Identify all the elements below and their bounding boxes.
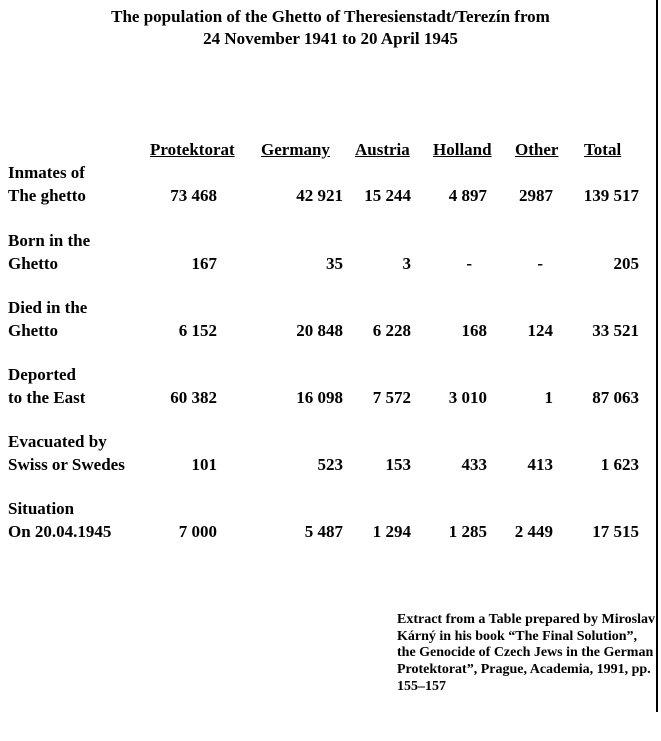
table-cell: 523: [317, 455, 343, 474]
document-title-line-1: The population of the Ghetto of Theresienstadt/Terezín from: [111, 7, 550, 26]
table-cell: 4 897: [448, 186, 487, 205]
column-header-holland: Holland: [433, 140, 492, 159]
table-cell: -: [537, 254, 543, 273]
table-cell: 2987: [519, 186, 553, 205]
table-cell: 168: [461, 321, 487, 340]
table-cell: 167: [191, 254, 217, 273]
table-cell: 7 000: [178, 522, 217, 541]
table-cell: 139 517: [583, 186, 639, 205]
table-cell: 17 515: [592, 522, 639, 541]
table-cell: 101: [191, 455, 217, 474]
row-label-line-1: Evacuated by: [8, 432, 107, 451]
document-title-line-2: 24 November 1941 to 20 April 1945: [203, 29, 458, 48]
table-cell: 87 063: [592, 388, 639, 407]
table-cell: 124: [527, 321, 553, 340]
row-label-line-2: Ghetto: [8, 254, 59, 273]
table-cell: 205: [613, 254, 639, 273]
table-cell: 20 848: [296, 321, 343, 340]
table-cell: 33 521: [592, 321, 639, 340]
column-header-germany: Germany: [261, 140, 330, 159]
row-label-line-1: Inmates of: [8, 163, 85, 182]
table-cell: 433: [461, 455, 487, 474]
table-cell: 413: [527, 455, 553, 474]
row-label-line-2: On 20.04.1945: [8, 522, 112, 541]
row-label-line-2: The ghetto: [8, 186, 86, 205]
row-label-line-1: Died in the: [8, 298, 88, 317]
row-label-line-1: Born in the: [8, 231, 91, 250]
table-cell: 1 294: [372, 522, 411, 541]
table-cell: -: [466, 254, 472, 273]
row-label-line-1: Situation: [8, 499, 75, 518]
table-cell: 6 228: [372, 321, 411, 340]
table-cell: 60 382: [170, 388, 217, 407]
row-label-line-2: to the East: [8, 388, 86, 407]
source-note: Extract from a Table prepared by Miroslav Kárný in his book “The Final Solution”, the Genocide of Czech Jews in the German Protektorat”, Prague, Academia, 1991, pp. 155–157: [397, 612, 655, 694]
column-header-total: Total: [584, 140, 622, 159]
table-cell: 1: [544, 388, 553, 407]
table-cell: 35: [326, 254, 343, 273]
table-cell: 1 623: [600, 455, 639, 474]
column-header-other: Other: [515, 140, 559, 159]
table-cell: 7 572: [372, 388, 411, 407]
row-label-line-2: Ghetto: [8, 321, 59, 340]
table-cell: 6 152: [178, 321, 217, 340]
table-cell: 3: [402, 254, 411, 273]
table-cell: 15 244: [364, 186, 411, 205]
column-header-protektorat: Protektorat: [150, 140, 235, 159]
column-header-austria: Austria: [355, 140, 410, 159]
table-cell: 16 098: [296, 388, 343, 407]
row-label-line-1: Deported: [8, 365, 76, 384]
table-cell: 153: [385, 455, 411, 474]
row-label-line-2: Swiss or Swedes: [8, 455, 125, 474]
table-cell: 5 487: [304, 522, 343, 541]
table-cell: 73 468: [170, 186, 217, 205]
table-cell: 3 010: [448, 388, 487, 407]
table-cell: 1 285: [448, 522, 487, 541]
page-border-right: [656, 0, 658, 712]
table-cell: 42 921: [296, 186, 343, 205]
table-cell: 2 449: [514, 522, 553, 541]
